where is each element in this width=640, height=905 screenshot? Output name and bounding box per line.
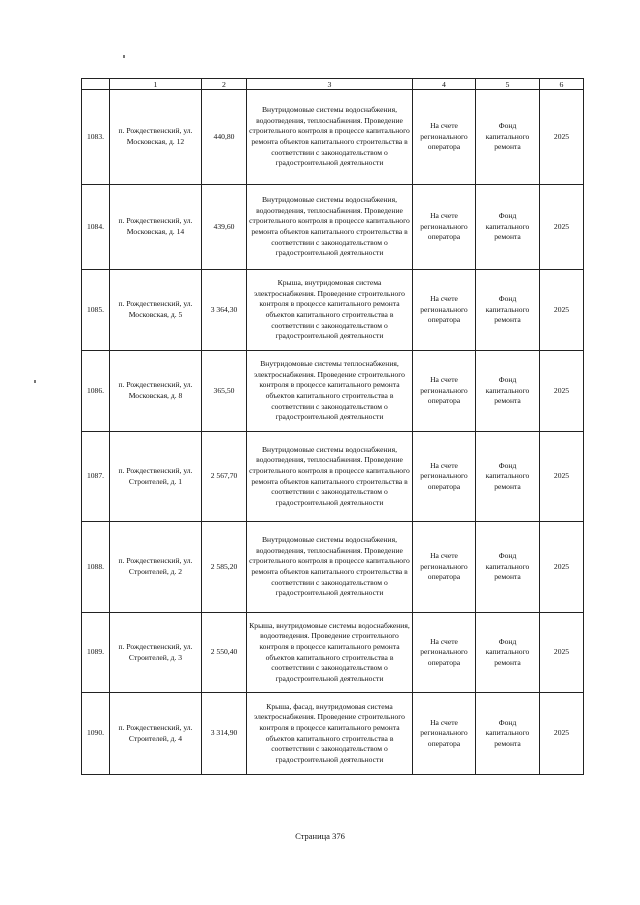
row-number: 1089. xyxy=(82,613,110,693)
area-cell: 440,80 xyxy=(202,90,247,185)
area-cell: 2 567,70 xyxy=(202,432,247,522)
table-header-row xyxy=(82,79,584,90)
address-cell: п. Рождественский, ул. Московская, д. 14 xyxy=(110,185,202,270)
table-row xyxy=(82,613,584,693)
year-cell: 2025 xyxy=(540,432,584,522)
year-cell: 2025 xyxy=(540,351,584,432)
table-row xyxy=(82,522,584,613)
work-description-cell: Внутридомовые системы водоснабжения, водоотведения, теплоснабжения. Проведение строительного контроля в процессе капитального ремонта объектов капитального строительства в соответствии с законодательством о градостроительной деятельности xyxy=(247,185,413,270)
fund-cell: Фонд капитального ремонта xyxy=(476,522,540,613)
table-row xyxy=(82,693,584,775)
address-cell: п. Рождественский, ул. Строителей, д. 1 xyxy=(110,432,202,522)
row-number: 1090. xyxy=(82,693,110,775)
address-cell: п. Рождественский, ул. Московская, д. 12 xyxy=(110,90,202,185)
work-description-cell: Внутридомовые системы водоснабжения, водоотведения, теплоснабжения. Проведение строительного контроля в процессе капитального ремонта объектов капитального строительства в соответствии с законодательством о градостроительной деятельности xyxy=(247,90,413,185)
column-header-6: 6 xyxy=(540,79,584,90)
table-row xyxy=(82,185,584,270)
repair-register-table xyxy=(81,78,584,775)
funding-method-cell: На счете регионального оператора xyxy=(413,351,476,432)
funding-method-cell: На счете регионального оператора xyxy=(413,693,476,775)
row-number: 1087. xyxy=(82,432,110,522)
work-description-cell: Крыша, внутридомовая система электроснабжения. Проведение строительного контроля в процессе капитального ремонта объектов капитального строительства в соответствии с законодательством о градостроительной деятельности xyxy=(247,270,413,351)
funding-method-cell: На счете регионального оператора xyxy=(413,90,476,185)
funding-method-cell: На счете регионального оператора xyxy=(413,185,476,270)
work-description-cell: Внутридомовые системы водоснабжения, водоотведения, теплоснабжения. Проведение строительного контроля в процессе капитального ремонта объектов капитального строительства в соответствии с законодательством о градостроительной деятельности xyxy=(247,432,413,522)
fund-cell: Фонд капитального ремонта xyxy=(476,185,540,270)
column-header-index xyxy=(82,79,110,90)
address-cell: п. Рождественский, ул. Строителей, д. 3 xyxy=(110,613,202,693)
fund-cell: Фонд капитального ремонта xyxy=(476,432,540,522)
work-description-cell: Внутридомовые системы теплоснабжения, электроснабжения. Проведение строительного контроля в процессе капитального ремонта объектов капитального строительства в соответствии с законодательством о градостроительной деятельности xyxy=(247,351,413,432)
year-cell: 2025 xyxy=(540,522,584,613)
row-number: 1083. xyxy=(82,90,110,185)
row-number: 1085. xyxy=(82,270,110,351)
address-cell: п. Рождественский, ул. Строителей, д. 4 xyxy=(110,693,202,775)
fund-cell: Фонд капитального ремонта xyxy=(476,351,540,432)
table-row xyxy=(82,270,584,351)
scan-speck-left xyxy=(34,380,36,383)
work-description-cell: Внутридомовые системы водоснабжения, водоотведения, теплоснабжения. Проведение строительного контроля в процессе капитального ремонта объектов капитального строительства в соответствии с законодательством о градостроительной деятельности xyxy=(247,522,413,613)
year-cell: 2025 xyxy=(540,693,584,775)
funding-method-cell: На счете регионального оператора xyxy=(413,270,476,351)
work-description-cell: Крыша, фасад, внутридомовая система электроснабжения. Проведение строительного контроля в процессе капитального ремонта объектов капитального строительства в соответствии с законодательством о градостроительной деятельности xyxy=(247,693,413,775)
year-cell: 2025 xyxy=(540,185,584,270)
scan-speck-top xyxy=(123,55,125,58)
row-number: 1084. xyxy=(82,185,110,270)
fund-cell: Фонд капитального ремонта xyxy=(476,90,540,185)
column-header-5: 5 xyxy=(476,79,540,90)
fund-cell: Фонд капитального ремонта xyxy=(476,693,540,775)
column-header-3: 3 xyxy=(247,79,413,90)
work-description-cell: Крыша, внутридомовые системы водоснабжения, водоотведения. Проведение строительного контроля в процессе капитального ремонта объектов капитального строительства в соответствии с законодательством о градостроительной деятельности xyxy=(247,613,413,693)
table-row xyxy=(82,90,584,185)
address-cell: п. Рождественский, ул. Строителей, д. 2 xyxy=(110,522,202,613)
fund-cell: Фонд капитального ремонта xyxy=(476,270,540,351)
fund-cell: Фонд капитального ремонта xyxy=(476,613,540,693)
funding-method-cell: На счете регионального оператора xyxy=(413,522,476,613)
row-number: 1088. xyxy=(82,522,110,613)
funding-method-cell: На счете регионального оператора xyxy=(413,613,476,693)
year-cell: 2025 xyxy=(540,90,584,185)
row-number: 1086. xyxy=(82,351,110,432)
funding-method-cell: На счете регионального оператора xyxy=(413,432,476,522)
area-cell: 3 314,90 xyxy=(202,693,247,775)
area-cell: 365,50 xyxy=(202,351,247,432)
address-cell: п. Рождественский, ул. Московская, д. 5 xyxy=(110,270,202,351)
column-header-2: 2 xyxy=(202,79,247,90)
column-header-1: 1 xyxy=(110,79,202,90)
table-row xyxy=(82,432,584,522)
area-cell: 3 364,30 xyxy=(202,270,247,351)
year-cell: 2025 xyxy=(540,613,584,693)
table-row xyxy=(82,351,584,432)
area-cell: 439,60 xyxy=(202,185,247,270)
address-cell: п. Рождественский, ул. Московская, д. 8 xyxy=(110,351,202,432)
page-number-footer: Страница 376 xyxy=(295,831,345,841)
area-cell: 2 585,20 xyxy=(202,522,247,613)
year-cell: 2025 xyxy=(540,270,584,351)
column-header-4: 4 xyxy=(413,79,476,90)
area-cell: 2 550,40 xyxy=(202,613,247,693)
